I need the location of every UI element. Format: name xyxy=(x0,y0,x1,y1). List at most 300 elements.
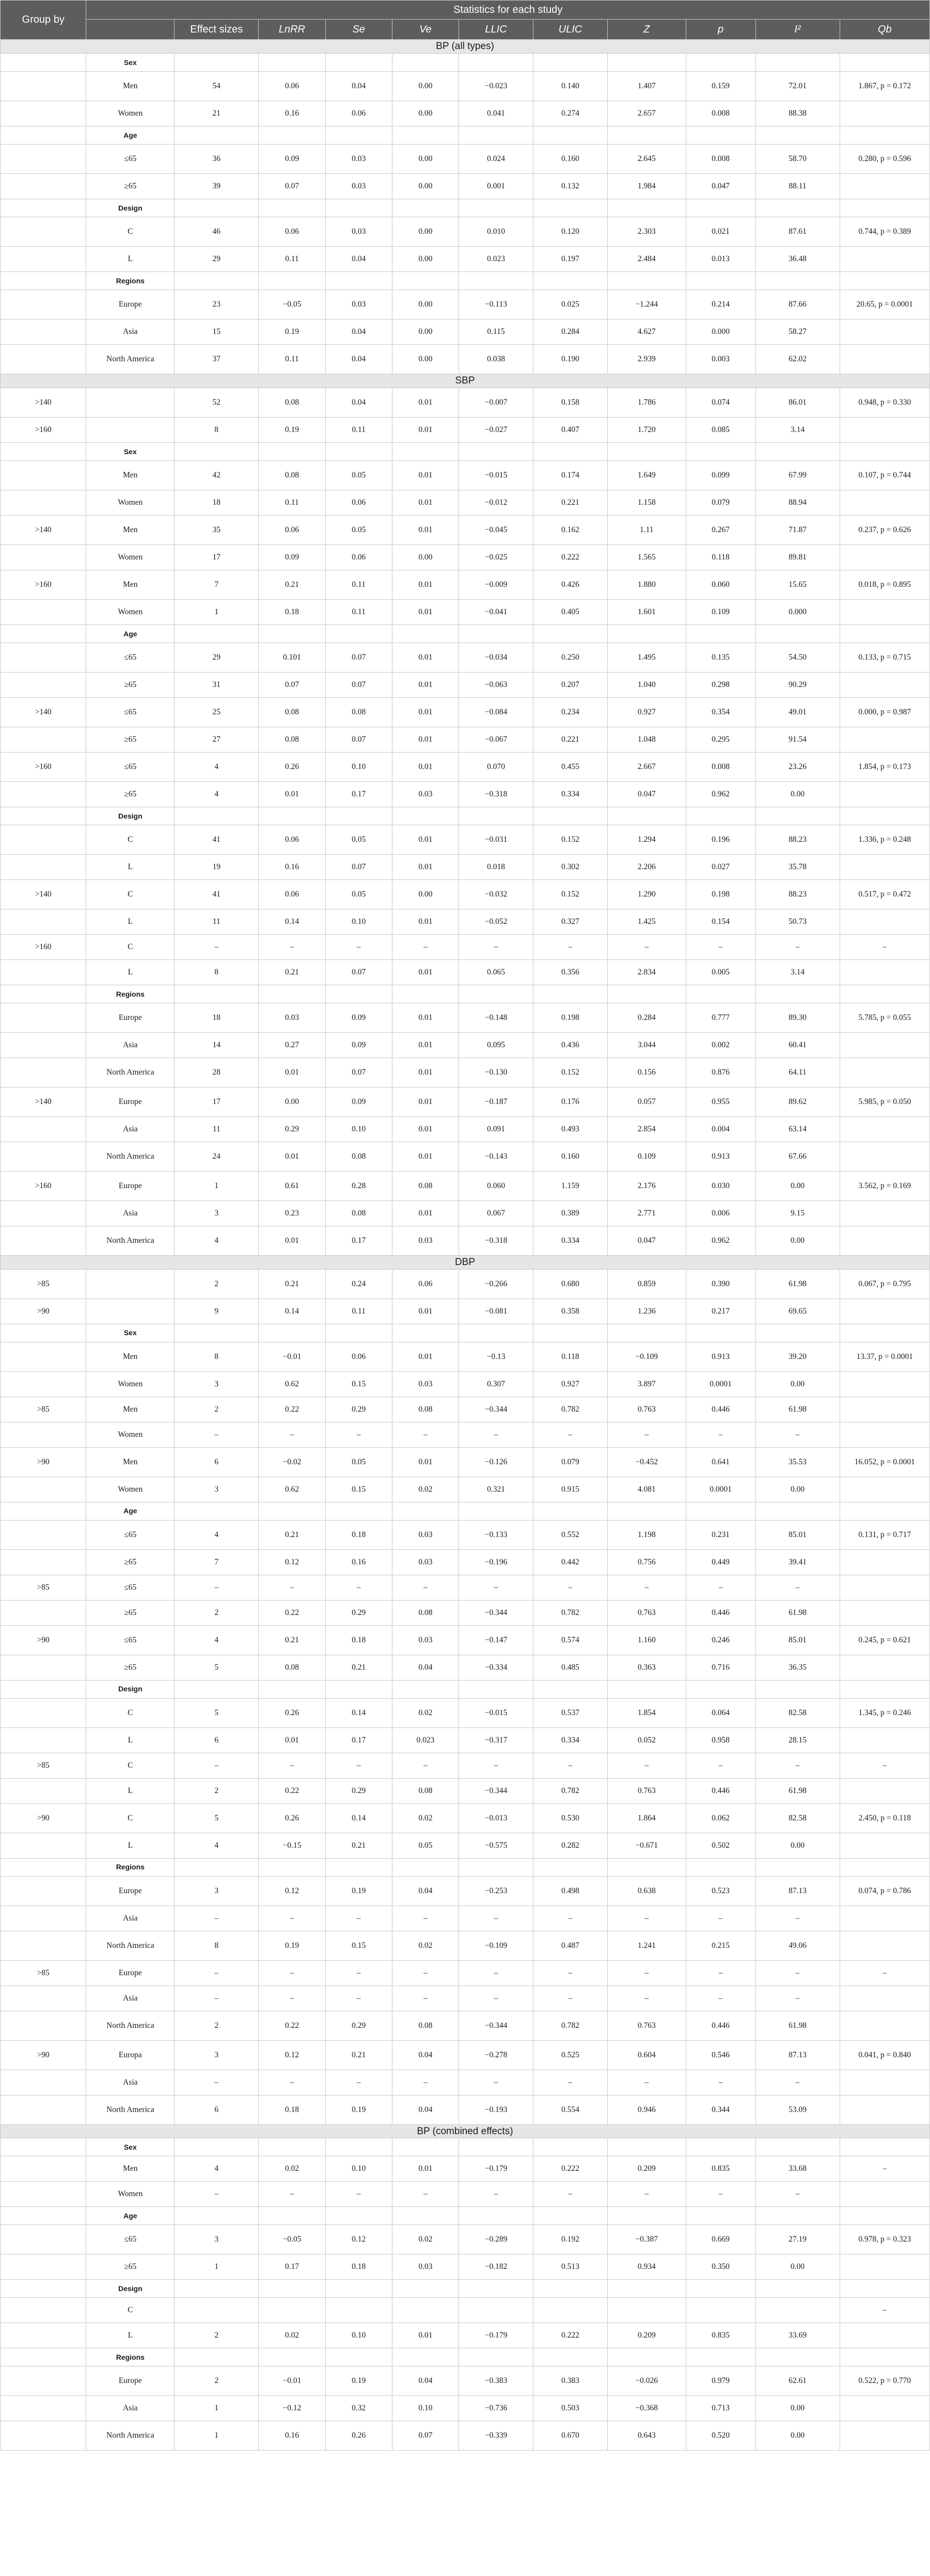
table-row xyxy=(1,1906,930,1931)
cell-qb xyxy=(840,1778,929,1803)
cell-ulic xyxy=(533,2298,607,2323)
cell-ulic: 0.782 xyxy=(533,2011,607,2040)
cell-lnrr: 0.11 xyxy=(259,246,325,271)
group-cell xyxy=(1,460,86,490)
empty-cell xyxy=(607,126,686,144)
group-cell xyxy=(1,1502,86,1520)
empty-cell xyxy=(607,2280,686,2298)
cell-ulic: 0.079 xyxy=(533,1447,607,1477)
group-cell xyxy=(1,490,86,515)
cell-qb: 13.37, p = 0.0001 xyxy=(840,1342,929,1371)
cell-llic: 0.070 xyxy=(459,752,533,781)
cell-z: 0.209 xyxy=(607,2156,686,2182)
empty-cell xyxy=(392,199,459,217)
cell-p: 0.003 xyxy=(686,344,755,374)
cell-lnrr: 0.23 xyxy=(259,1201,325,1226)
table-row xyxy=(1,752,930,781)
group-cell xyxy=(1,2396,86,2421)
cell-llic: 0.018 xyxy=(459,854,533,879)
empty-cell xyxy=(392,985,459,1003)
empty-cell xyxy=(325,2207,392,2225)
cell-llic: −0.344 xyxy=(459,1778,533,1803)
cell-effect-sizes: 7 xyxy=(175,570,259,599)
cell-z: −0.368 xyxy=(607,2396,686,2421)
empty-cell xyxy=(325,126,392,144)
cell-ve: 0.01 xyxy=(392,515,459,545)
empty-cell xyxy=(392,2207,459,2225)
cell-qb: 2.450, p = 0.118 xyxy=(840,1803,929,1833)
table-row xyxy=(1,1698,930,1727)
table-row xyxy=(1,2011,930,2040)
cell-qb xyxy=(840,2323,929,2348)
cell-se: 0.04 xyxy=(325,246,392,271)
empty-cell xyxy=(840,1502,929,1520)
cell-z: 0.156 xyxy=(607,1058,686,1087)
cell-ulic: 0.207 xyxy=(533,672,607,697)
table-row xyxy=(1,2225,930,2254)
cell-effect-sizes: 28 xyxy=(175,1058,259,1087)
cell-effect-sizes: 25 xyxy=(175,697,259,727)
column-header-ve: Ve xyxy=(392,20,459,40)
cell-llic: – xyxy=(459,1422,533,1447)
table-row xyxy=(1,1032,930,1058)
cell-i2: 88.23 xyxy=(755,879,840,909)
cell-effect-sizes: 18 xyxy=(175,490,259,515)
cell-lnrr: 0.61 xyxy=(259,1171,325,1201)
cell-p: 0.958 xyxy=(686,1727,755,1753)
cell-llic: −0.041 xyxy=(459,599,533,625)
cell-p: 0.716 xyxy=(686,1655,755,1680)
cell-effect-sizes: 8 xyxy=(175,417,259,442)
cell-se: – xyxy=(325,934,392,959)
cell-lnrr: −0.02 xyxy=(259,1447,325,1477)
cell-ve: 0.023 xyxy=(392,1727,459,1753)
cell-z: 0.859 xyxy=(607,1269,686,1299)
cell-ulic: 0.552 xyxy=(533,1520,607,1549)
empty-cell xyxy=(459,2138,533,2156)
empty-cell xyxy=(607,985,686,1003)
cell-lnrr: 0.22 xyxy=(259,1600,325,1625)
cell-z: – xyxy=(607,1960,686,1986)
cell-z: 1.040 xyxy=(607,672,686,697)
group-cell xyxy=(1,1858,86,1876)
empty-cell xyxy=(533,2280,607,2298)
empty-cell xyxy=(259,1680,325,1698)
group-cell xyxy=(1,71,86,101)
group-cell xyxy=(1,1876,86,1906)
row-label: Europe xyxy=(86,1087,175,1116)
cell-i2: 61.98 xyxy=(755,1778,840,1803)
empty-cell xyxy=(392,126,459,144)
table-row xyxy=(1,2156,930,2182)
subgroup-label: Design xyxy=(86,199,175,217)
cell-llic: −0.013 xyxy=(459,1803,533,1833)
cell-i2: 85.01 xyxy=(755,1625,840,1655)
empty-cell xyxy=(840,1858,929,1876)
cell-se: 0.04 xyxy=(325,319,392,344)
cell-se: 0.06 xyxy=(325,545,392,570)
cell-lnrr: 0.14 xyxy=(259,1299,325,1324)
empty-cell xyxy=(686,199,755,217)
group-cell xyxy=(1,1032,86,1058)
row-label: ≤65 xyxy=(86,1520,175,1549)
row-label: Women xyxy=(86,101,175,126)
cell-i2: – xyxy=(755,2070,840,2095)
empty-cell xyxy=(755,2280,840,2298)
cell-p: 0.913 xyxy=(686,1142,755,1171)
empty-cell xyxy=(533,126,607,144)
cell-qb: 3.562, p = 0.169 xyxy=(840,1171,929,1201)
cell-ve: 0.00 xyxy=(392,290,459,319)
table-row xyxy=(1,1600,930,1625)
cell-qb xyxy=(840,2011,929,2040)
cell-qb xyxy=(840,1371,929,1397)
subgroup-row xyxy=(1,271,930,290)
row-label: ≤65 xyxy=(86,1575,175,1600)
subgroup-row xyxy=(1,625,930,643)
cell-lnrr: 0.101 xyxy=(259,643,325,672)
cell-p: 0.955 xyxy=(686,1087,755,1116)
cell-p: 0.344 xyxy=(686,2095,755,2124)
cell-i2: 33.69 xyxy=(755,2323,840,2348)
cell-lnrr: 0.06 xyxy=(259,217,325,246)
cell-effect-sizes: 29 xyxy=(175,246,259,271)
empty-cell xyxy=(840,442,929,460)
cell-ve: 0.01 xyxy=(392,490,459,515)
section-title: BP (all types) xyxy=(1,40,930,54)
group-cell: >90 xyxy=(1,1625,86,1655)
row-label: North America xyxy=(86,2421,175,2451)
cell-ve: 0.01 xyxy=(392,2156,459,2182)
cell-i2: 87.66 xyxy=(755,290,840,319)
row-label: Europa xyxy=(86,2040,175,2070)
cell-llic: – xyxy=(459,2070,533,2095)
cell-i2: 27.19 xyxy=(755,2225,840,2254)
empty-cell xyxy=(259,53,325,71)
table-row xyxy=(1,1003,930,1032)
cell-qb: 0.000, p = 0.987 xyxy=(840,697,929,727)
empty-cell xyxy=(259,2207,325,2225)
cell-i2: 0.00 xyxy=(755,1477,840,1502)
row-label xyxy=(86,417,175,442)
table-row xyxy=(1,1116,930,1142)
cell-ulic: 0.537 xyxy=(533,1698,607,1727)
cell-lnrr: 0.26 xyxy=(259,1803,325,1833)
cell-ulic: 0.198 xyxy=(533,1003,607,1032)
cell-z: 1.236 xyxy=(607,1299,686,1324)
cell-ve: 0.02 xyxy=(392,1803,459,1833)
cell-ulic: 0.927 xyxy=(533,1371,607,1397)
cell-effect-sizes: 9 xyxy=(175,1299,259,1324)
cell-z: 2.834 xyxy=(607,959,686,985)
cell-z: −1.244 xyxy=(607,290,686,319)
subgroup-row xyxy=(1,126,930,144)
cell-p: 0.013 xyxy=(686,246,755,271)
group-cell: >140 xyxy=(1,697,86,727)
cell-llic: −0.133 xyxy=(459,1520,533,1549)
cell-lnrr: −0.12 xyxy=(259,2396,325,2421)
cell-p: 0.669 xyxy=(686,2225,755,2254)
group-cell xyxy=(1,1422,86,1447)
cell-ulic: 0.680 xyxy=(533,1269,607,1299)
group-cell: >160 xyxy=(1,934,86,959)
cell-llic: −0.025 xyxy=(459,545,533,570)
cell-llic: −0.344 xyxy=(459,1600,533,1625)
cell-ve: 0.01 xyxy=(392,460,459,490)
cell-ve: – xyxy=(392,2070,459,2095)
cell-z: 1.601 xyxy=(607,599,686,625)
cell-effect-sizes: 3 xyxy=(175,1477,259,1502)
cell-p: 0.979 xyxy=(686,2366,755,2396)
cell-effect-sizes: 2 xyxy=(175,2323,259,2348)
cell-ve: 0.08 xyxy=(392,1600,459,1625)
empty-cell xyxy=(392,2138,459,2156)
cell-qb xyxy=(840,1549,929,1575)
cell-i2: 85.01 xyxy=(755,1520,840,1549)
cell-se: 0.21 xyxy=(325,1655,392,1680)
cell-ulic: – xyxy=(533,2182,607,2207)
cell-p: 0.214 xyxy=(686,290,755,319)
group-cell xyxy=(1,2138,86,2156)
cell-ve: 0.00 xyxy=(392,319,459,344)
cell-effect-sizes: 4 xyxy=(175,781,259,807)
empty-cell xyxy=(259,985,325,1003)
empty-cell xyxy=(840,807,929,825)
label-column-header xyxy=(86,20,175,40)
cell-se: 0.15 xyxy=(325,1477,392,1502)
cell-ulic: 0.498 xyxy=(533,1876,607,1906)
cell-ulic: 0.152 xyxy=(533,879,607,909)
cell-effect-sizes: 8 xyxy=(175,1342,259,1371)
cell-se: 0.29 xyxy=(325,1600,392,1625)
cell-se: 0.17 xyxy=(325,1727,392,1753)
empty-cell xyxy=(392,1858,459,1876)
column-header-ulic: ULIC xyxy=(533,20,607,40)
group-cell xyxy=(1,2011,86,2040)
group-cell xyxy=(1,2156,86,2182)
empty-cell xyxy=(459,2207,533,2225)
cell-z: 1.425 xyxy=(607,909,686,934)
cell-z: 0.756 xyxy=(607,1549,686,1575)
group-cell xyxy=(1,2095,86,2124)
cell-ve: – xyxy=(392,1986,459,2011)
cell-lnrr: 0.21 xyxy=(259,959,325,985)
cell-lnrr: 0.16 xyxy=(259,854,325,879)
cell-p: 0.021 xyxy=(686,217,755,246)
group-cell xyxy=(1,1003,86,1032)
group-cell xyxy=(1,854,86,879)
cell-p: 0.008 xyxy=(686,752,755,781)
empty-cell xyxy=(755,807,840,825)
cell-p: 0.006 xyxy=(686,1201,755,1226)
row-label: Asia xyxy=(86,1116,175,1142)
cell-llic: – xyxy=(459,1575,533,1600)
subgroup-row xyxy=(1,1502,930,1520)
group-cell: >85 xyxy=(1,1753,86,1778)
cell-llic: −0.126 xyxy=(459,1447,533,1477)
cell-p: 0.030 xyxy=(686,1171,755,1201)
row-label: C xyxy=(86,1753,175,1778)
empty-cell xyxy=(686,2207,755,2225)
cell-lnrr: 0.26 xyxy=(259,1698,325,1727)
row-label: ≥65 xyxy=(86,1655,175,1680)
cell-se: 0.21 xyxy=(325,1833,392,1858)
table-row xyxy=(1,2396,930,2421)
cell-i2: – xyxy=(755,1906,840,1931)
cell-z: 0.763 xyxy=(607,1600,686,1625)
table-row xyxy=(1,2254,930,2280)
cell-z: 2.771 xyxy=(607,1201,686,1226)
cell-ve: 0.01 xyxy=(392,417,459,442)
table-row xyxy=(1,1520,930,1549)
cell-ulic: 0.234 xyxy=(533,697,607,727)
table-row xyxy=(1,1986,930,2011)
row-label: Europe xyxy=(86,1003,175,1032)
empty-cell xyxy=(533,2138,607,2156)
cell-qb xyxy=(840,490,929,515)
cell-effect-sizes: 4 xyxy=(175,1520,259,1549)
empty-cell xyxy=(259,2348,325,2366)
cell-lnrr: 0.01 xyxy=(259,781,325,807)
cell-ve: 0.01 xyxy=(392,1201,459,1226)
cell-ve: 0.04 xyxy=(392,1655,459,1680)
cell-llic: −0.147 xyxy=(459,1625,533,1655)
empty-cell xyxy=(533,625,607,643)
cell-i2: 39.41 xyxy=(755,1549,840,1575)
empty-cell xyxy=(533,2207,607,2225)
cell-se: 0.11 xyxy=(325,570,392,599)
table-row xyxy=(1,1931,930,1960)
cell-ve: 0.00 xyxy=(392,101,459,126)
empty-cell xyxy=(392,271,459,290)
cell-qb: 0.131, p = 0.717 xyxy=(840,1520,929,1549)
table-row xyxy=(1,1753,930,1778)
table-row xyxy=(1,959,930,985)
cell-lnrr: 0.29 xyxy=(259,1116,325,1142)
empty-cell xyxy=(175,126,259,144)
cell-qb: 5.785, p = 0.055 xyxy=(840,1003,929,1032)
cell-effect-sizes: 23 xyxy=(175,290,259,319)
empty-cell xyxy=(325,271,392,290)
cell-p: 0.713 xyxy=(686,2396,755,2421)
group-cell: >90 xyxy=(1,1299,86,1324)
cell-se: 0.29 xyxy=(325,1778,392,1803)
cell-z: 1.565 xyxy=(607,545,686,570)
group-cell xyxy=(1,2182,86,2207)
cell-qb: 1.345, p = 0.246 xyxy=(840,1698,929,1727)
cell-qb xyxy=(840,417,929,442)
cell-z: 1.880 xyxy=(607,570,686,599)
cell-effect-sizes: 15 xyxy=(175,319,259,344)
cell-i2: 35.78 xyxy=(755,854,840,879)
empty-cell xyxy=(755,126,840,144)
cell-i2: 36.35 xyxy=(755,1655,840,1680)
empty-cell xyxy=(175,53,259,71)
cell-llic: 0.001 xyxy=(459,173,533,199)
empty-cell xyxy=(607,807,686,825)
cell-llic: −0.13 xyxy=(459,1342,533,1371)
cell-se: 0.06 xyxy=(325,101,392,126)
cell-lnrr: 0.12 xyxy=(259,1549,325,1575)
empty-cell xyxy=(755,1680,840,1698)
empty-cell xyxy=(686,1858,755,1876)
empty-cell xyxy=(325,807,392,825)
cell-p: 0.0001 xyxy=(686,1371,755,1397)
cell-z: 0.047 xyxy=(607,1226,686,1255)
cell-llic: −0.027 xyxy=(459,417,533,442)
table-row xyxy=(1,1477,930,1502)
table-row xyxy=(1,2095,930,2124)
column-header-i2: I² xyxy=(755,20,840,40)
cell-lnrr: 0.06 xyxy=(259,879,325,909)
cell-ulic: 0.190 xyxy=(533,344,607,374)
cell-se: 0.08 xyxy=(325,1201,392,1226)
cell-llic: 0.023 xyxy=(459,246,533,271)
group-cell xyxy=(1,1655,86,1680)
cell-i2: 9.15 xyxy=(755,1201,840,1226)
table-row xyxy=(1,1833,930,1858)
cell-p: 0.546 xyxy=(686,2040,755,2070)
row-label: C xyxy=(86,2298,175,2323)
empty-cell xyxy=(607,1858,686,1876)
empty-cell xyxy=(175,442,259,460)
cell-p: 0.118 xyxy=(686,545,755,570)
row-label: C xyxy=(86,217,175,246)
empty-cell xyxy=(840,2207,929,2225)
group-cell xyxy=(1,126,86,144)
cell-lnrr: 0.22 xyxy=(259,2011,325,2040)
cell-qb: 0.018, p = 0.895 xyxy=(840,570,929,599)
cell-p: – xyxy=(686,2182,755,2207)
cell-se: 0.10 xyxy=(325,2156,392,2182)
table-row xyxy=(1,825,930,854)
group-cell xyxy=(1,1520,86,1549)
cell-i2: 88.38 xyxy=(755,101,840,126)
empty-cell xyxy=(325,2280,392,2298)
cell-qb xyxy=(840,909,929,934)
cell-effect-sizes: 31 xyxy=(175,672,259,697)
empty-cell xyxy=(533,1858,607,1876)
subgroup-row xyxy=(1,1858,930,1876)
cell-ulic: 0.782 xyxy=(533,1778,607,1803)
cell-lnrr: 0.27 xyxy=(259,1032,325,1058)
group-cell: >85 xyxy=(1,1269,86,1299)
row-label: L xyxy=(86,854,175,879)
row-label: Men xyxy=(86,2156,175,2182)
cell-i2: 28.15 xyxy=(755,1727,840,1753)
cell-effect-sizes: 1 xyxy=(175,2254,259,2280)
cell-z: 0.284 xyxy=(607,1003,686,1032)
table-row xyxy=(1,1397,930,1422)
cell-ve: 0.01 xyxy=(392,854,459,879)
subgroup-label: Regions xyxy=(86,1858,175,1876)
group-cell xyxy=(1,959,86,985)
cell-ulic: 0.487 xyxy=(533,1931,607,1960)
section-title: DBP xyxy=(1,1255,930,1269)
cell-ve: 0.00 xyxy=(392,144,459,173)
empty-cell xyxy=(392,53,459,71)
cell-p: 0.027 xyxy=(686,854,755,879)
empty-cell xyxy=(325,625,392,643)
cell-ve: 0.00 xyxy=(392,344,459,374)
group-cell: >160 xyxy=(1,752,86,781)
cell-ve: 0.01 xyxy=(392,1116,459,1142)
empty-cell xyxy=(325,2348,392,2366)
table-row xyxy=(1,854,930,879)
empty-cell xyxy=(607,1680,686,1698)
cell-lnrr: 0.19 xyxy=(259,417,325,442)
group-cell xyxy=(1,217,86,246)
